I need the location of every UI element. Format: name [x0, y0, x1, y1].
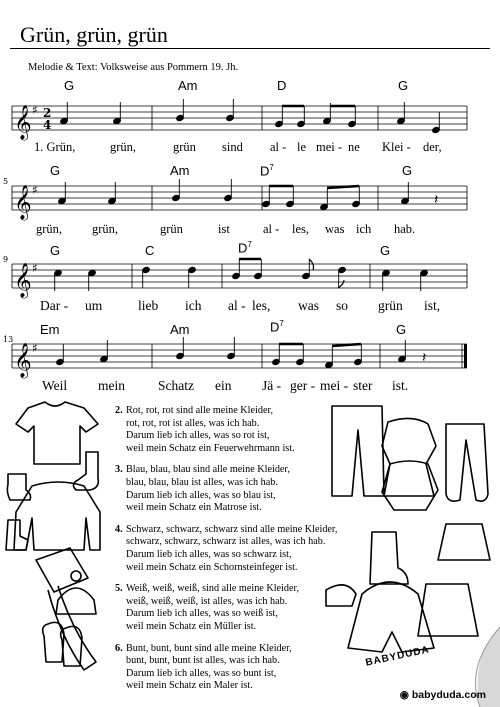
verse-line: schwarz, schwarz, schwarz ist alles, was ich hab. [126, 536, 326, 548]
measure-number: 5 [3, 177, 9, 186]
lyric-syllable: Jä - [262, 378, 282, 393]
lyric-syllable: hab. [394, 222, 416, 236]
lyric-syllable: um [85, 298, 103, 313]
chord: Am [170, 322, 190, 337]
chord: $D^7$ [270, 319, 284, 335]
verse-line: weil mein Schatz ein Maler ist. [126, 680, 253, 692]
chord: D [277, 78, 287, 93]
lyric-syllable: ist, [424, 298, 441, 313]
chord: Em [40, 322, 60, 337]
rest-icon: 𝄽 [422, 350, 427, 366]
time-sig-top: 2 [43, 106, 52, 120]
time-sig-bottom: 4 [43, 118, 52, 132]
hat-icon [56, 588, 96, 614]
sandal-icon [326, 585, 356, 606]
lyric-syllable: sind [222, 140, 243, 154]
measure-number: 9 [3, 255, 9, 264]
chord: G [398, 78, 409, 93]
lyric-syllable: al - [270, 140, 287, 154]
lyric-syllable: al - [228, 298, 246, 313]
verse-line: weil mein Schatz ein Schornsteinfeger ist. [126, 561, 298, 573]
lyric-syllable: mei - [320, 378, 349, 393]
credit-line: Melodie & Text: Volksweise aus Pommern 19. Jh. [28, 62, 239, 73]
verse-number: 4. [115, 523, 123, 535]
chord: G [64, 78, 75, 93]
boot-icon [370, 532, 408, 584]
verse-line: blau, blau, blau ist alles, was ich hab. [126, 476, 278, 488]
lyric-syllable: der, [423, 140, 442, 154]
lyric-syllable: les, [252, 298, 271, 313]
lyric-syllable: ein [215, 378, 232, 393]
chord: G [50, 163, 61, 178]
lyric-syllable: lieb [138, 298, 159, 313]
verse-line: weil mein Schatz ein Feuerwehrmann ist. [126, 442, 295, 454]
skirt-icon [438, 524, 490, 560]
sharp-icon: ♯ [32, 103, 38, 117]
verse-line: weiß, weiß, weiß, ist alles, was ich hab. [126, 595, 288, 607]
lyric-syllable: ist [218, 222, 230, 236]
verse [115, 524, 337, 574]
measure-number: 13 [3, 335, 14, 344]
sharp-icon: ♯ [32, 261, 38, 275]
lyric-syllable: so [336, 298, 349, 313]
bootee-icon [6, 520, 28, 550]
verse-line: weil mein Schatz ein Müller ist. [126, 620, 257, 632]
verse-line: Bunt, bunt, bunt sind alle meine Kleider, [126, 642, 292, 654]
treble-clef-icon: 𝄞 [14, 263, 32, 298]
lyric-syllable: mei - [316, 140, 343, 154]
verse [115, 583, 337, 633]
verse-line: Darum lieb ich alles, was so weiß ist, [126, 608, 278, 620]
verse-line: bunt, bunt, bunt ist alles, was ich hab. [126, 655, 280, 667]
verse-line: Weiß, weiß, weiß, sind alle meine Kleider, [126, 583, 300, 595]
lyric-syllable: Weil [42, 378, 68, 393]
footer-url[interactable] [400, 689, 486, 701]
treble-clef-icon: 𝄞 [14, 105, 32, 140]
trousers-icon [332, 406, 384, 496]
chord: G [402, 163, 413, 178]
rest-icon: 𝄽 [434, 192, 439, 208]
lyric-syllable: ich [356, 222, 372, 236]
globe-icon: ◉ [399, 689, 412, 701]
lyric-syllable: Schatz [158, 378, 194, 393]
verse-line: Darum lieb ich alles, was so rot ist, [126, 430, 270, 442]
babyduda-logo: BABYDUDA [364, 644, 431, 669]
chord: Am [178, 78, 198, 93]
lyric-syllable: Klei - [382, 140, 411, 154]
footer-url-text: babyduda.com [411, 689, 486, 701]
lyric-syllable: grün [378, 298, 403, 313]
verse [115, 405, 337, 455]
chord: C [145, 243, 155, 258]
lyric-syllable: grün [173, 140, 196, 154]
verse-list [115, 405, 337, 702]
song-title: Grün, grün, grün [20, 22, 168, 47]
lyric-syllable: grün, [110, 140, 137, 154]
bootee-icon [7, 474, 30, 500]
verse-number: 3. [115, 464, 123, 476]
lyric-syllable: le [297, 140, 307, 154]
chord: G [396, 322, 407, 337]
chord: $D^7$ [260, 163, 274, 179]
lyric-syllable: ster [353, 378, 373, 393]
chord: G [50, 243, 61, 258]
verse-line: weil mein Schatz ein Matrose ist. [126, 502, 262, 514]
lyric-syllable: mein [98, 378, 125, 393]
treble-clef-icon: 𝄞 [14, 185, 32, 220]
verse [115, 643, 337, 693]
lyric-syllable: was [298, 298, 319, 313]
clothing-illustrations-left [0, 400, 115, 700]
lyric-syllable: les, [292, 222, 310, 236]
verse [115, 464, 337, 514]
dress-icon [382, 418, 436, 496]
chord: G [380, 243, 391, 258]
lyric-syllable: was [325, 222, 345, 236]
title-divider [10, 48, 490, 49]
jacket-icon [382, 461, 438, 510]
lyric-syllable: Dar - [40, 298, 69, 313]
sharp-icon: ♯ [32, 341, 38, 355]
verse-line: rot, rot, rot ist alles, was ich hab. [126, 417, 260, 429]
lyric-syllable: ne [348, 140, 360, 154]
treble-clef-icon: 𝄞 [14, 343, 32, 378]
verse-number: 2. [115, 405, 123, 416]
verse-line: Darum lieb ich alles, was so bunt ist, [126, 667, 277, 679]
lyric-syllable: grün [160, 222, 183, 236]
tights-icon [446, 424, 488, 501]
verse-line: Darum lieb ich alles, was so schwarz ist, [126, 548, 292, 560]
chord: $D^7$ [238, 240, 252, 256]
staff-4 [0, 330, 500, 390]
lyric-syllable: grün, [92, 222, 119, 236]
chord: Am [170, 163, 190, 178]
lyric-syllable: ger - [290, 378, 316, 393]
verse-number: 5. [115, 583, 123, 595]
verse-line: Blau, blau, blau sind alle meine Kleider, [126, 464, 290, 476]
verse-line: Schwarz, schwarz, schwarz sind alle meine Kleider, [126, 523, 338, 535]
lyric-syllable: 1. Grün, [34, 140, 76, 154]
verse-line: Rot, rot, rot sind alle meine Kleider, [126, 405, 273, 416]
lyric-syllable: al - [263, 222, 280, 236]
lyric-syllable: ist. [392, 378, 409, 393]
staff-2 [0, 172, 500, 232]
verse-number: 6. [115, 642, 123, 654]
lyric-syllable: ich [185, 298, 202, 313]
sharp-icon: ♯ [32, 183, 38, 197]
lyric-syllable: grün, [36, 222, 63, 236]
verse-line: Darum lieb ich alles, was so blau ist, [126, 489, 276, 501]
